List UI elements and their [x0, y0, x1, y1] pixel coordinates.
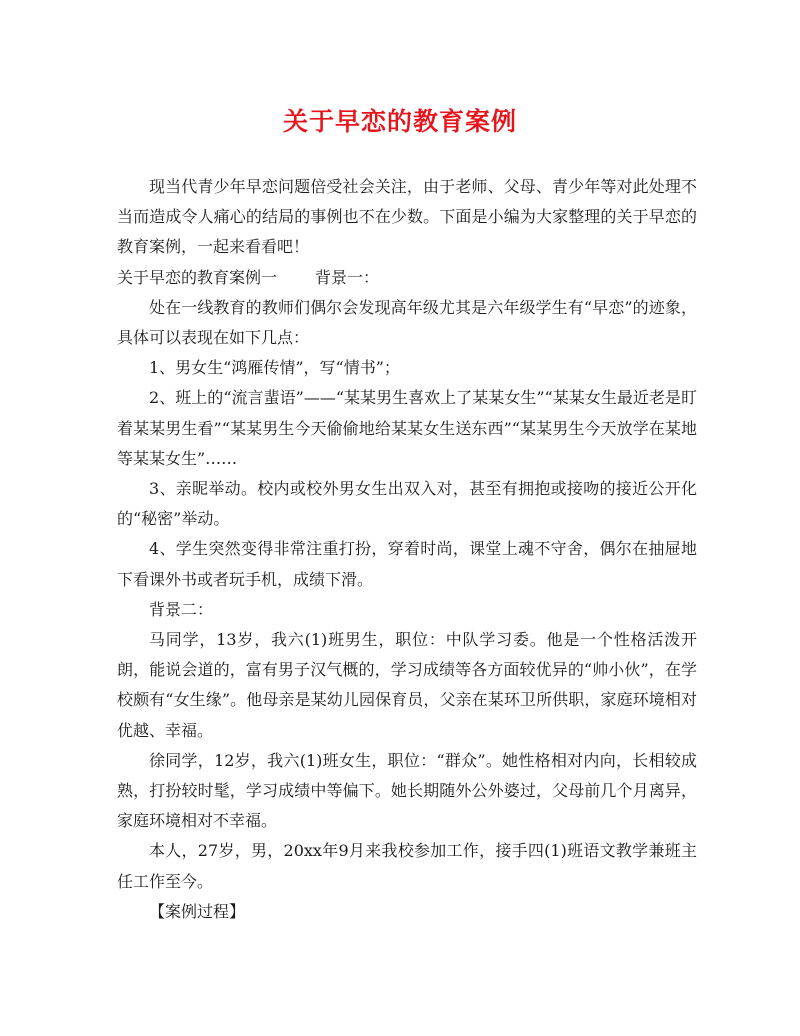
- background2-label: 背景二：: [149, 599, 214, 619]
- point-1: 1、男女生“鸿雁传情”，写“情书”；: [149, 358, 400, 378]
- section-heading-line: [117, 263, 697, 293]
- point-4: 4、学生突然变得非常注重打扮，穿着时尚，课堂上魂不守舍，偶尔在抽屉地下看课外书或者玩手机，成绩下滑。: [117, 539, 697, 589]
- point-2: 2、班上的“流言蜚语”——“某某男生喜欢上了某某女生”“某某女生最近老是盯着某某男生看”“某某男生今天偷偷地给某某女生送东西”“某某男生今天放学在某地等某某女生”……: [117, 388, 697, 468]
- phenomenon-paragraph: 处在一线教育的教师们偶尔会发现高年级尤其是六年级学生有“早恋”的迹象，具体可以表现在如下几点：: [117, 297, 697, 348]
- student-ma-paragraph: 马同学，13岁，我六(1)班男生，职位：中队学习委。他是一个性格活泼开朗，能说会道的，富有男子汉气概的，学习成绩等各方面较优异的“帅小伙”，在学校颇有“女生缘”。他母亲是某幼儿园保育员，父亲在某环卫所供职，家庭环境相对优越、幸福。: [117, 630, 697, 740]
- document-title: 关于早恋的教育案例: [282, 107, 517, 136]
- section-heading: 关于早恋的教育案例一: [117, 267, 278, 287]
- case-process-heading: 【案例过程】: [149, 901, 246, 921]
- intro-paragraph: 现当代青少年早恋问题倍受社会关注，由于老师、父母、青少年等对此处理不当而造成令人痛心的结局的事例也不在少数。下面是小编为大家整理的关于早恋的教育案例，一起来看看吧！: [117, 177, 697, 257]
- background1-label: 背景一：: [315, 267, 380, 287]
- student-xu-paragraph: 徐同学，12岁，我六(1)班女生，职位：“群众”。她性格相对内向，长相较成熟，打扮较时髦，学习成绩中等偏下。她长期随外公外婆过，父母前几个月离异，家庭环境相对不幸福。: [117, 750, 697, 831]
- point-3: 3、亲昵举动。校内或校外男女生出双入对，甚至有拥抱或接吻的接近公开化的“秘密”举动。: [117, 479, 697, 529]
- teacher-paragraph: 本人，27岁，男，20xx年9月来我校参加工作，接手四(1)班语文教学兼班主任工作至今。: [117, 841, 697, 891]
- document-body: [117, 172, 697, 927]
